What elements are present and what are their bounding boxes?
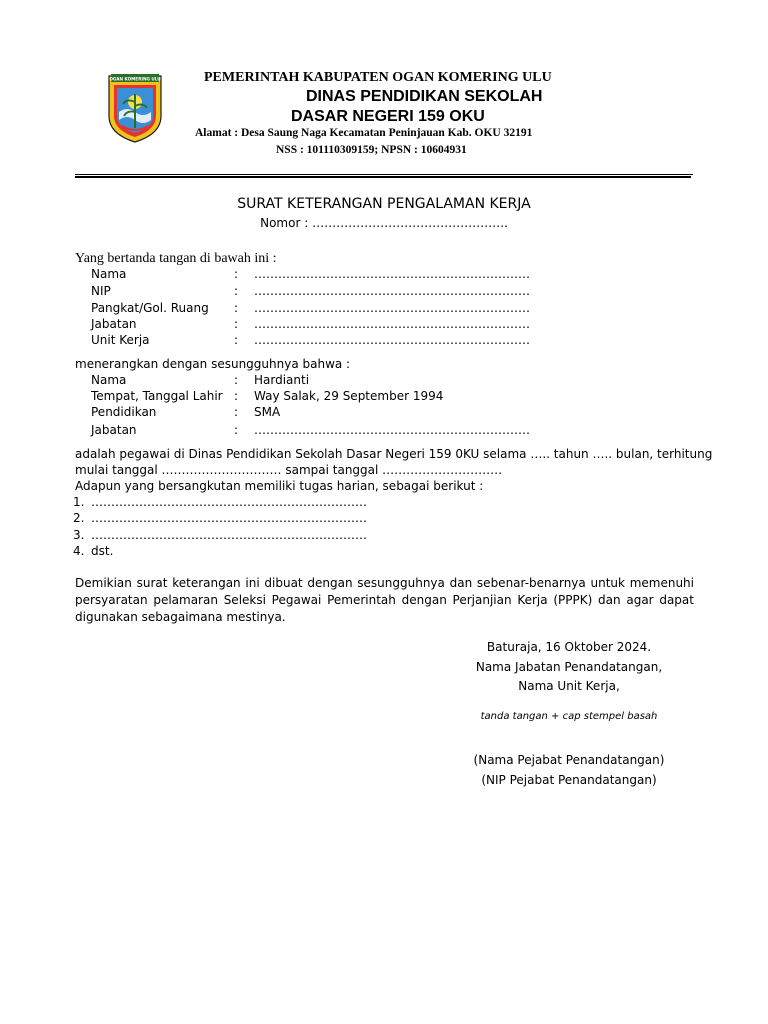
- stating-text: menerangkan dengan sesungguhnya bahwa :: [75, 357, 351, 371]
- signatory-nip: (NIP Pejabat Penandatangan): [481, 773, 657, 787]
- header-government-line: PEMERINTAH KABUPATEN OGAN KOMERING ULU: [204, 70, 552, 85]
- logo-banner-text: OGAN KOMERING ULU: [109, 76, 161, 82]
- signer-field-separator: :: [234, 301, 239, 315]
- signer-field-separator: :: [234, 284, 239, 298]
- duty-text: ……………………………………………………………: [91, 495, 367, 509]
- subject-field-label: Jabatan: [91, 423, 137, 437]
- duty-number: 3.: [73, 528, 85, 542]
- subject-field-value: SMA: [254, 405, 281, 419]
- signature-unit: Nama Unit Kerja,: [518, 679, 620, 693]
- duties-intro: Adapun yang bersangkutan memiliki tugas harian, sebagai berikut :: [75, 479, 484, 493]
- header-address: Alamat : Desa Saung Naga Kecamatan Peninjauan Kab. OKU 32191: [195, 127, 533, 139]
- signer-field-label: Pangkat/Gol. Ruang: [91, 301, 209, 315]
- signer-field-value: ……………………………………………………………: [254, 317, 530, 331]
- subject-field-value: Hardianti: [254, 373, 310, 387]
- subject-field-separator: :: [234, 373, 239, 387]
- signer-field-label: Jabatan: [91, 317, 137, 331]
- signer-field-label: Unit Kerja: [91, 333, 150, 347]
- signature-place-date: Baturaja, 16 Oktober 2024.: [486, 640, 652, 654]
- duty-text: ……………………………………………………………: [91, 511, 367, 525]
- signer-field-value: ……………………………………………………………: [254, 267, 530, 281]
- signer-field-value: ……………………………………………………………: [254, 284, 530, 298]
- subject-field-value: Way Salak, 29 September 1994: [254, 389, 444, 403]
- header-school-line: DASAR NEGERI 159 OKU: [291, 108, 485, 125]
- subject-field-separator: :: [234, 389, 239, 403]
- signatory-name: (Nama Pejabat Penandatangan): [473, 753, 665, 767]
- employment-statement-line-2: mulai tanggal ………………………… sampai tanggal …………………………: [75, 463, 503, 477]
- header-divider-thick: [75, 176, 691, 178]
- duty-number: 2.: [73, 511, 85, 525]
- subject-field-label: Nama: [91, 373, 127, 387]
- closing-paragraph-line-1: Demikian surat keterangan ini dibuat dengan sesungguhnya dan sebenar-benarnya untuk memenuhi: [75, 576, 694, 590]
- header-agency-line: DINAS PENDIDIKAN SEKOLAH: [306, 88, 543, 105]
- employment-statement-line-1: adalah pegawai di Dinas Pendidikan Sekolah Dasar Negeri 159 0KU selama ….. tahun ….. bulan, terhitung: [75, 447, 713, 461]
- subject-field-separator: :: [234, 423, 239, 437]
- signer-field-value: ……………………………………………………………: [254, 301, 530, 315]
- subject-field-label: Pendidikan: [91, 405, 157, 419]
- signer-field-separator: :: [234, 317, 239, 331]
- regency-emblem-logo: [105, 72, 165, 144]
- closing-paragraph-line-2: persyaratan pelamaran Seleksi Pegawai Pemerintah dengan Perjanjian Kerja (PPPK) dan agar dapat: [75, 593, 694, 607]
- duty-text: dst.: [91, 544, 114, 558]
- document-title: SURAT KETERANGAN PENGALAMAN KERJA: [237, 196, 531, 212]
- header-divider-thin: [75, 174, 693, 175]
- subject-field-separator: :: [234, 405, 239, 419]
- duty-number: 4.: [73, 544, 85, 558]
- duty-text: ……………………………………………………………: [91, 528, 367, 542]
- signer-field-label: NIP: [91, 284, 111, 298]
- signer-field-label: Nama: [91, 267, 127, 281]
- signer-field-separator: :: [234, 333, 239, 347]
- closing-paragraph-line-3: digunakan sebagaimana mestinya.: [75, 610, 286, 624]
- signer-field-separator: :: [234, 267, 239, 281]
- signature-position: Nama Jabatan Penandatangan,: [475, 660, 663, 674]
- header-identifiers: NSS : 101110309159; NPSN : 10604931: [276, 144, 467, 156]
- duty-number: 1.: [73, 495, 85, 509]
- subject-field-label: Tempat, Tanggal Lahir: [91, 389, 223, 403]
- subject-field-value: ……………………………………………………………: [254, 423, 530, 437]
- signature-stamp-note: tanda tangan + cap stempel basah: [480, 711, 658, 722]
- intro-text: Yang bertanda tangan di bawah ini :: [75, 251, 277, 266]
- document-number: Nomor : ………………………………………….: [260, 216, 508, 230]
- signer-field-value: ……………………………………………………………: [254, 333, 530, 347]
